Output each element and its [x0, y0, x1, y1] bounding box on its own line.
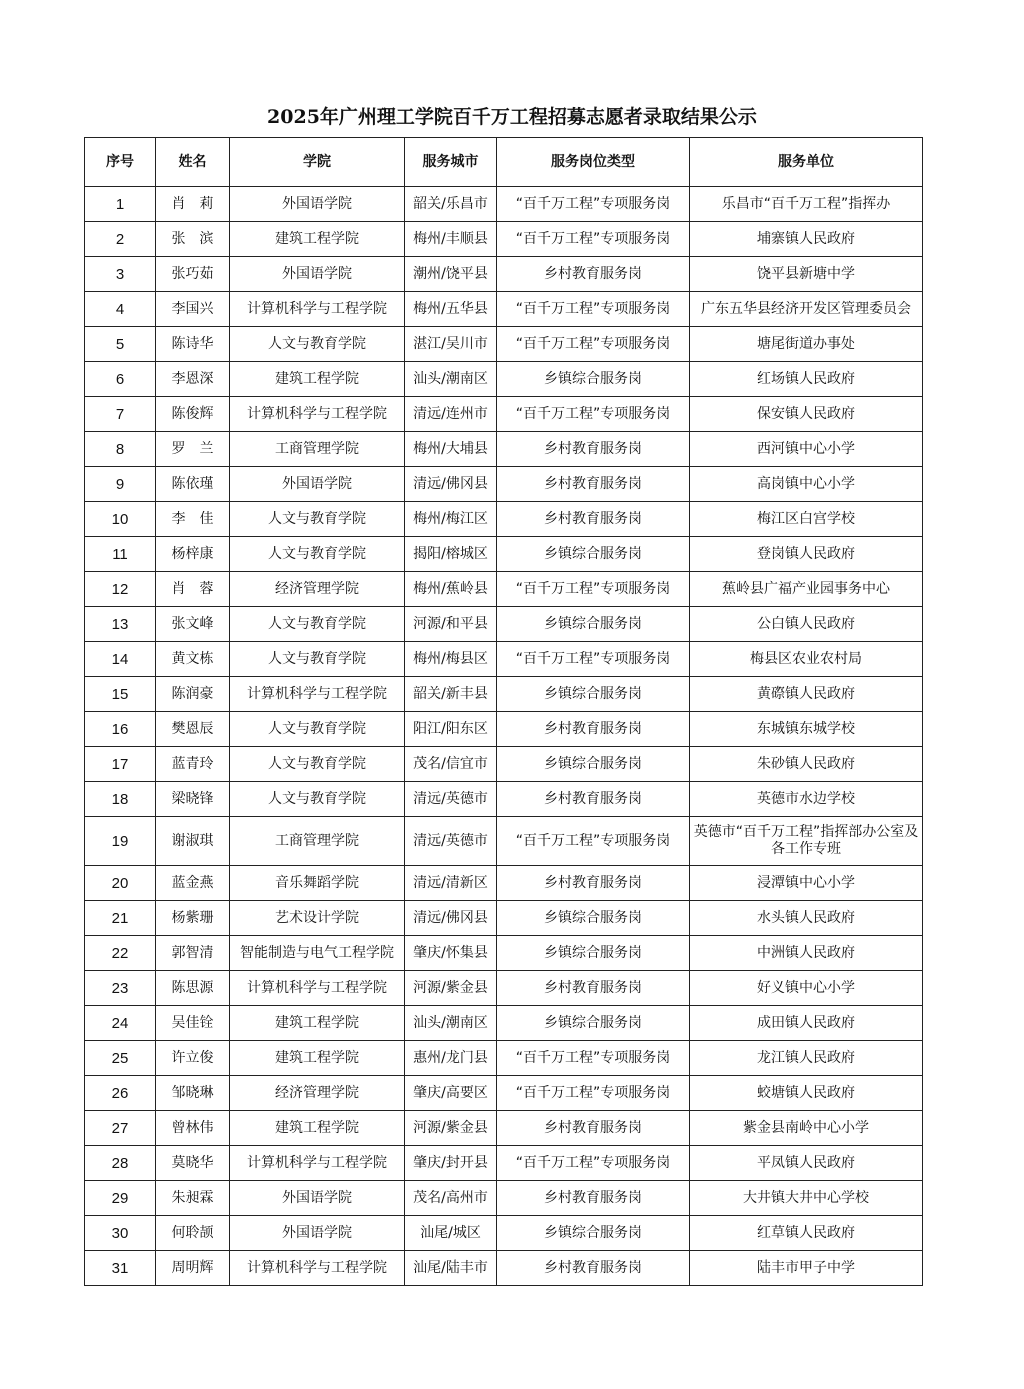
- cell-college: 外国语学院: [230, 257, 405, 292]
- cell-name: 蓝青玲: [156, 747, 230, 782]
- table-row: [85, 397, 923, 432]
- table-row: [85, 187, 923, 222]
- cell-serial-number: 4: [85, 292, 156, 327]
- cell-position-type: “百千万工程”专项服务岗: [497, 572, 690, 607]
- cell-service-unit: 水头镇人民政府: [690, 901, 923, 936]
- cell-college: 建筑工程学院: [230, 362, 405, 397]
- cell-college: 计算机科学与工程学院: [230, 292, 405, 327]
- cell-service-city: 梅州/梅县区: [405, 642, 497, 677]
- cell-position-type: 乡镇综合服务岗: [497, 607, 690, 642]
- cell-name: 莫晓华: [156, 1146, 230, 1181]
- table-row: [85, 782, 923, 817]
- table-row: [85, 292, 923, 327]
- table-row: [85, 901, 923, 936]
- table-row: [85, 467, 923, 502]
- cell-service-city: 汕头/潮南区: [405, 1006, 497, 1041]
- header-position-type: 服务岗位类型: [497, 138, 690, 187]
- table-body: [85, 187, 923, 1286]
- cell-serial-number: 21: [85, 901, 156, 936]
- cell-college: 智能制造与电气工程学院: [230, 936, 405, 971]
- cell-service-city: 韶关/新丰县: [405, 677, 497, 712]
- cell-college: 外国语学院: [230, 1216, 405, 1251]
- cell-service-city: 清远/清新区: [405, 866, 497, 901]
- cell-name: 张 滨: [156, 222, 230, 257]
- cell-name: 张文峰: [156, 607, 230, 642]
- cell-service-city: 汕尾/城区: [405, 1216, 497, 1251]
- cell-serial-number: 31: [85, 1251, 156, 1286]
- cell-service-unit: 好义镇中心小学: [690, 971, 923, 1006]
- table-row: [85, 1041, 923, 1076]
- cell-position-type: “百千万工程”专项服务岗: [497, 642, 690, 677]
- cell-position-type: 乡村教育服务岗: [497, 467, 690, 502]
- cell-service-unit: 陆丰市甲子中学: [690, 1251, 923, 1286]
- cell-serial-number: 29: [85, 1181, 156, 1216]
- cell-name: 肖 莉: [156, 187, 230, 222]
- cell-service-unit: 乐昌市“百千万工程”指挥办: [690, 187, 923, 222]
- cell-college: 人文与教育学院: [230, 642, 405, 677]
- cell-service-unit: 蕉岭县广福产业园事务中心: [690, 572, 923, 607]
- cell-service-city: 肇庆/怀集县: [405, 936, 497, 971]
- cell-name: 杨紫珊: [156, 901, 230, 936]
- cell-college: 人文与教育学院: [230, 502, 405, 537]
- cell-college: 音乐舞蹈学院: [230, 866, 405, 901]
- cell-service-unit: 高岗镇中心小学: [690, 467, 923, 502]
- cell-name: 陈思源: [156, 971, 230, 1006]
- cell-serial-number: 23: [85, 971, 156, 1006]
- cell-position-type: 乡村教育服务岗: [497, 1251, 690, 1286]
- cell-name: 梁晓锋: [156, 782, 230, 817]
- cell-position-type: 乡村教育服务岗: [497, 257, 690, 292]
- cell-college: 建筑工程学院: [230, 1041, 405, 1076]
- table-row: [85, 1251, 923, 1286]
- cell-serial-number: 10: [85, 502, 156, 537]
- cell-college: 建筑工程学院: [230, 1006, 405, 1041]
- cell-serial-number: 24: [85, 1006, 156, 1041]
- cell-serial-number: 5: [85, 327, 156, 362]
- cell-serial-number: 22: [85, 936, 156, 971]
- cell-position-type: 乡镇综合服务岗: [497, 901, 690, 936]
- cell-name: 李恩深: [156, 362, 230, 397]
- cell-service-city: 肇庆/封开县: [405, 1146, 497, 1181]
- cell-serial-number: 14: [85, 642, 156, 677]
- table-row: [85, 1216, 923, 1251]
- table-row: [85, 362, 923, 397]
- cell-service-unit: 登岗镇人民政府: [690, 537, 923, 572]
- cell-serial-number: 11: [85, 537, 156, 572]
- cell-name: 李国兴: [156, 292, 230, 327]
- cell-service-city: 肇庆/高要区: [405, 1076, 497, 1111]
- cell-college: 计算机科学与工程学院: [230, 677, 405, 712]
- cell-serial-number: 13: [85, 607, 156, 642]
- cell-service-unit: 梅县区农业农村局: [690, 642, 923, 677]
- cell-service-unit: 成田镇人民政府: [690, 1006, 923, 1041]
- cell-serial-number: 16: [85, 712, 156, 747]
- cell-college: 人文与教育学院: [230, 782, 405, 817]
- table-row: [85, 1006, 923, 1041]
- table-row: [85, 866, 923, 901]
- cell-service-unit: 塘尾街道办事处: [690, 327, 923, 362]
- cell-service-unit: 英德市“百千万工程”指挥部办公室及各工作专班: [690, 817, 923, 866]
- cell-college: 工商管理学院: [230, 817, 405, 866]
- cell-position-type: 乡村教育服务岗: [497, 782, 690, 817]
- page-title: 2025年广州理工学院百千万工程招募志愿者录取结果公示: [267, 106, 757, 128]
- cell-serial-number: 3: [85, 257, 156, 292]
- table-row: [85, 1111, 923, 1146]
- cell-service-unit: 大井镇大井中心学校: [690, 1181, 923, 1216]
- cell-college: 外国语学院: [230, 467, 405, 502]
- cell-service-unit: 红场镇人民政府: [690, 362, 923, 397]
- cell-position-type: “百千万工程”专项服务岗: [497, 1076, 690, 1111]
- cell-position-type: “百千万工程”专项服务岗: [497, 292, 690, 327]
- cell-service-unit: 饶平县新塘中学: [690, 257, 923, 292]
- cell-position-type: “百千万工程”专项服务岗: [497, 1041, 690, 1076]
- table-row: [85, 1146, 923, 1181]
- cell-college: 计算机科学与工程学院: [230, 397, 405, 432]
- cell-college: 经济管理学院: [230, 1076, 405, 1111]
- table-row: [85, 936, 923, 971]
- cell-service-city: 汕头/潮南区: [405, 362, 497, 397]
- cell-service-city: 梅州/五华县: [405, 292, 497, 327]
- cell-position-type: 乡村教育服务岗: [497, 502, 690, 537]
- cell-service-city: 河源/紫金县: [405, 971, 497, 1006]
- cell-serial-number: 30: [85, 1216, 156, 1251]
- cell-name: 邹晓琳: [156, 1076, 230, 1111]
- cell-service-unit: 红草镇人民政府: [690, 1216, 923, 1251]
- cell-name: 罗 兰: [156, 432, 230, 467]
- cell-serial-number: 12: [85, 572, 156, 607]
- cell-college: 建筑工程学院: [230, 1111, 405, 1146]
- cell-name: 陈俊辉: [156, 397, 230, 432]
- cell-position-type: 乡村教育服务岗: [497, 1181, 690, 1216]
- cell-service-city: 湛江/吴川市: [405, 327, 497, 362]
- cell-name: 陈诗华: [156, 327, 230, 362]
- cell-service-unit: 紫金县南岭中心小学: [690, 1111, 923, 1146]
- cell-position-type: “百千万工程”专项服务岗: [497, 817, 690, 866]
- table-row: [85, 1181, 923, 1216]
- cell-serial-number: 27: [85, 1111, 156, 1146]
- cell-name: 周明辉: [156, 1251, 230, 1286]
- table-row: [85, 712, 923, 747]
- cell-serial-number: 15: [85, 677, 156, 712]
- cell-college: 人文与教育学院: [230, 537, 405, 572]
- table-row: [85, 642, 923, 677]
- cell-service-unit: 平凤镇人民政府: [690, 1146, 923, 1181]
- table-header-row: [85, 138, 923, 187]
- cell-service-city: 清远/佛冈县: [405, 901, 497, 936]
- table-row: [85, 502, 923, 537]
- cell-service-city: 梅州/梅江区: [405, 502, 497, 537]
- cell-serial-number: 18: [85, 782, 156, 817]
- cell-serial-number: 2: [85, 222, 156, 257]
- cell-name: 何聆颉: [156, 1216, 230, 1251]
- header-service-unit: 服务单位: [690, 138, 923, 187]
- cell-service-city: 揭阳/榕城区: [405, 537, 497, 572]
- cell-serial-number: 25: [85, 1041, 156, 1076]
- cell-service-city: 惠州/龙门县: [405, 1041, 497, 1076]
- cell-service-unit: 公白镇人民政府: [690, 607, 923, 642]
- cell-college: 外国语学院: [230, 187, 405, 222]
- cell-service-unit: 梅江区白宫学校: [690, 502, 923, 537]
- cell-name: 肖 蓉: [156, 572, 230, 607]
- cell-serial-number: 8: [85, 432, 156, 467]
- cell-service-city: 清远/英德市: [405, 782, 497, 817]
- header-college: 学院: [230, 138, 405, 187]
- table-row: [85, 971, 923, 1006]
- cell-college: 人文与教育学院: [230, 607, 405, 642]
- cell-name: 张巧茹: [156, 257, 230, 292]
- cell-service-city: 茂名/高州市: [405, 1181, 497, 1216]
- cell-service-city: 河源/紫金县: [405, 1111, 497, 1146]
- cell-service-city: 梅州/丰顺县: [405, 222, 497, 257]
- cell-name: 朱昶霖: [156, 1181, 230, 1216]
- cell-service-unit: 朱砂镇人民政府: [690, 747, 923, 782]
- cell-college: 建筑工程学院: [230, 222, 405, 257]
- cell-name: 蓝金燕: [156, 866, 230, 901]
- cell-college: 计算机科学与工程学院: [230, 1251, 405, 1286]
- cell-position-type: “百千万工程”专项服务岗: [497, 222, 690, 257]
- cell-service-city: 清远/佛冈县: [405, 467, 497, 502]
- cell-college: 艺术设计学院: [230, 901, 405, 936]
- cell-position-type: 乡镇综合服务岗: [497, 677, 690, 712]
- cell-college: 工商管理学院: [230, 432, 405, 467]
- cell-position-type: “百千万工程”专项服务岗: [497, 327, 690, 362]
- cell-college: 经济管理学院: [230, 572, 405, 607]
- table-row: [85, 257, 923, 292]
- cell-service-unit: 埔寨镇人民政府: [690, 222, 923, 257]
- cell-college: 人文与教育学院: [230, 327, 405, 362]
- cell-position-type: 乡镇综合服务岗: [497, 747, 690, 782]
- table-row: [85, 572, 923, 607]
- cell-service-city: 河源/和平县: [405, 607, 497, 642]
- cell-serial-number: 7: [85, 397, 156, 432]
- cell-service-unit: 蛟塘镇人民政府: [690, 1076, 923, 1111]
- cell-position-type: “百千万工程”专项服务岗: [497, 397, 690, 432]
- cell-service-unit: 龙江镇人民政府: [690, 1041, 923, 1076]
- header-name: 姓名: [156, 138, 230, 187]
- cell-position-type: 乡村教育服务岗: [497, 1111, 690, 1146]
- cell-service-unit: 广东五华县经济开发区管理委员会: [690, 292, 923, 327]
- table-row: [85, 817, 923, 866]
- cell-service-city: 梅州/大埔县: [405, 432, 497, 467]
- cell-name: 许立俊: [156, 1041, 230, 1076]
- table-row: [85, 432, 923, 467]
- cell-service-unit: 浸潭镇中心小学: [690, 866, 923, 901]
- cell-service-city: 汕尾/陆丰市: [405, 1251, 497, 1286]
- cell-serial-number: 1: [85, 187, 156, 222]
- cell-service-unit: 英德市水边学校: [690, 782, 923, 817]
- cell-position-type: 乡镇综合服务岗: [497, 1006, 690, 1041]
- cell-service-unit: 中洲镇人民政府: [690, 936, 923, 971]
- cell-position-type: 乡村教育服务岗: [497, 712, 690, 747]
- cell-name: 黄文栋: [156, 642, 230, 677]
- table-row: [85, 607, 923, 642]
- table-row: [85, 222, 923, 257]
- cell-position-type: 乡村教育服务岗: [497, 866, 690, 901]
- cell-service-unit: 黄磜镇人民政府: [690, 677, 923, 712]
- cell-position-type: 乡村教育服务岗: [497, 432, 690, 467]
- cell-college: 人文与教育学院: [230, 747, 405, 782]
- cell-service-city: 梅州/蕉岭县: [405, 572, 497, 607]
- cell-college: 计算机科学与工程学院: [230, 971, 405, 1006]
- cell-position-type: 乡村教育服务岗: [497, 971, 690, 1006]
- cell-serial-number: 9: [85, 467, 156, 502]
- results-table: [84, 137, 923, 1286]
- header-service-city: 服务城市: [405, 138, 497, 187]
- header-serial-number: 序号: [85, 138, 156, 187]
- cell-position-type: “百千万工程”专项服务岗: [497, 187, 690, 222]
- cell-name: 吴佳铨: [156, 1006, 230, 1041]
- table-row: [85, 1076, 923, 1111]
- table-row: [85, 327, 923, 362]
- cell-college: 人文与教育学院: [230, 712, 405, 747]
- cell-name: 郭智清: [156, 936, 230, 971]
- cell-position-type: 乡镇综合服务岗: [497, 1216, 690, 1251]
- cell-college: 外国语学院: [230, 1181, 405, 1216]
- cell-name: 杨梓康: [156, 537, 230, 572]
- cell-serial-number: 6: [85, 362, 156, 397]
- cell-service-city: 潮州/饶平县: [405, 257, 497, 292]
- cell-service-unit: 保安镇人民政府: [690, 397, 923, 432]
- cell-serial-number: 20: [85, 866, 156, 901]
- cell-service-unit: 东城镇东城学校: [690, 712, 923, 747]
- cell-position-type: 乡镇综合服务岗: [497, 537, 690, 572]
- cell-service-unit: 西河镇中心小学: [690, 432, 923, 467]
- cell-serial-number: 17: [85, 747, 156, 782]
- cell-service-city: 茂名/信宜市: [405, 747, 497, 782]
- table-row: [85, 677, 923, 712]
- table-row: [85, 747, 923, 782]
- cell-college: 计算机科学与工程学院: [230, 1146, 405, 1181]
- cell-serial-number: 19: [85, 817, 156, 866]
- table-row: [85, 537, 923, 572]
- cell-service-city: 清远/英德市: [405, 817, 497, 866]
- cell-service-city: 清远/连州市: [405, 397, 497, 432]
- cell-serial-number: 26: [85, 1076, 156, 1111]
- cell-name: 谢淑琪: [156, 817, 230, 866]
- cell-name: 曾林伟: [156, 1111, 230, 1146]
- cell-name: 陈依瑾: [156, 467, 230, 502]
- cell-name: 李 佳: [156, 502, 230, 537]
- cell-service-city: 阳江/阳东区: [405, 712, 497, 747]
- cell-serial-number: 28: [85, 1146, 156, 1181]
- cell-position-type: 乡镇综合服务岗: [497, 936, 690, 971]
- cell-service-city: 韶关/乐昌市: [405, 187, 497, 222]
- cell-name: 樊恩辰: [156, 712, 230, 747]
- cell-name: 陈润豪: [156, 677, 230, 712]
- cell-position-type: “百千万工程”专项服务岗: [497, 1146, 690, 1181]
- cell-position-type: 乡镇综合服务岗: [497, 362, 690, 397]
